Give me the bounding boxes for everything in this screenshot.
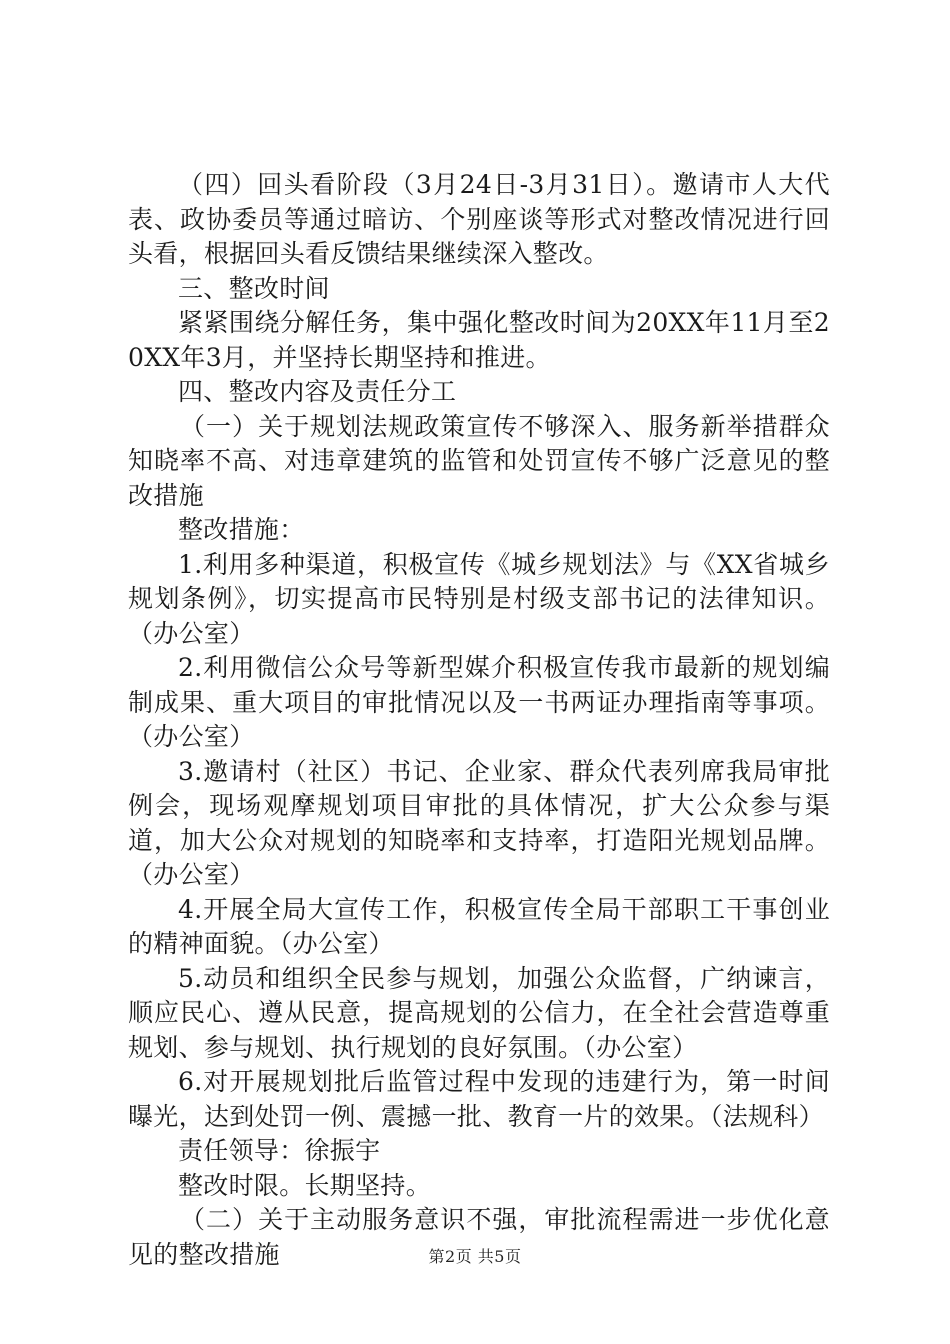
label-rectification-measures: 整改措施： (178, 515, 305, 544)
measure-item-1: 1.利用多种渠道，积极宣传《城乡规划法》与《XX省城乡规划条例》，切实提高市民特别是村级支部书记的法律知识。（办公室） (128, 549, 830, 648)
document-body (128, 168, 830, 1272)
rectification-deadline: 整改时限。长期坚持。 (178, 1170, 432, 1200)
responsible-leader: 责任领导：徐振宇 (178, 1136, 381, 1165)
measure-item-2: 2.利用微信公众号等新型媒介积极宣传我市最新的规划编制成果、重大项目的审批情况以及一书两证办理指南等事项。（办公室） (128, 653, 830, 751)
paragraph-rectification-time: 紧紧围绕分解任务，集中强化整改时间为20XX年11月至20XX年3月，并坚持长期坚持和推进。 (128, 308, 830, 372)
paragraph-section-two-title: （二）关于主动服务意识不强，审批流程需进一步优化意见的整改措施 (128, 1205, 830, 1269)
measure-item-3: 3.邀请村（社区）书记、企业家、群众代表列席我局审批例会，现场观摩规划项目审批的具体情况，扩大公众参与渠道，加大公众对规划的知晓率和支持率，打造阳光规划品牌。（办公室） (128, 756, 830, 889)
heading-rectification-time: 三、整改时间 (178, 273, 330, 303)
paragraph-review-stage: （四）回头看阶段（3月24日-3月31日）。邀请市人大代表、政协委员等通过暗访、个别座谈等形式对整改情况进行回头看，根据回头看反馈结果继续深入整改。 (128, 170, 830, 268)
measure-item-4: 4.开展全局大宣传工作，积极宣传全局干部职工干事创业的精神面貌。（办公室） (128, 894, 830, 958)
heading-rectification-content: 四、整改内容及责任分工 (178, 377, 457, 406)
paragraph-section-one-title: （一）关于规划法规政策宣传不够深入、服务新举措群众知晓率不高、对违章建筑的监管和处罚宣传不够广泛意见的整改措施 (128, 411, 830, 510)
measure-item-5: 5.动员和组织全民参与规划，加强公众监督，广纳谏言，顺应民心、遵从民意，提高规划的公信力，在全社会营造尊重规划、参与规划、执行规划的良好氛围。（办公室） (128, 963, 830, 1062)
measure-item-6: 6.对开展规划批后监管过程中发现的违建行为，第一时间曝光，达到处罚一例、震撼一批、教育一片的效果。（法规科） (128, 1067, 830, 1131)
page-footer: 第2页 共5页 (428, 1247, 522, 1266)
